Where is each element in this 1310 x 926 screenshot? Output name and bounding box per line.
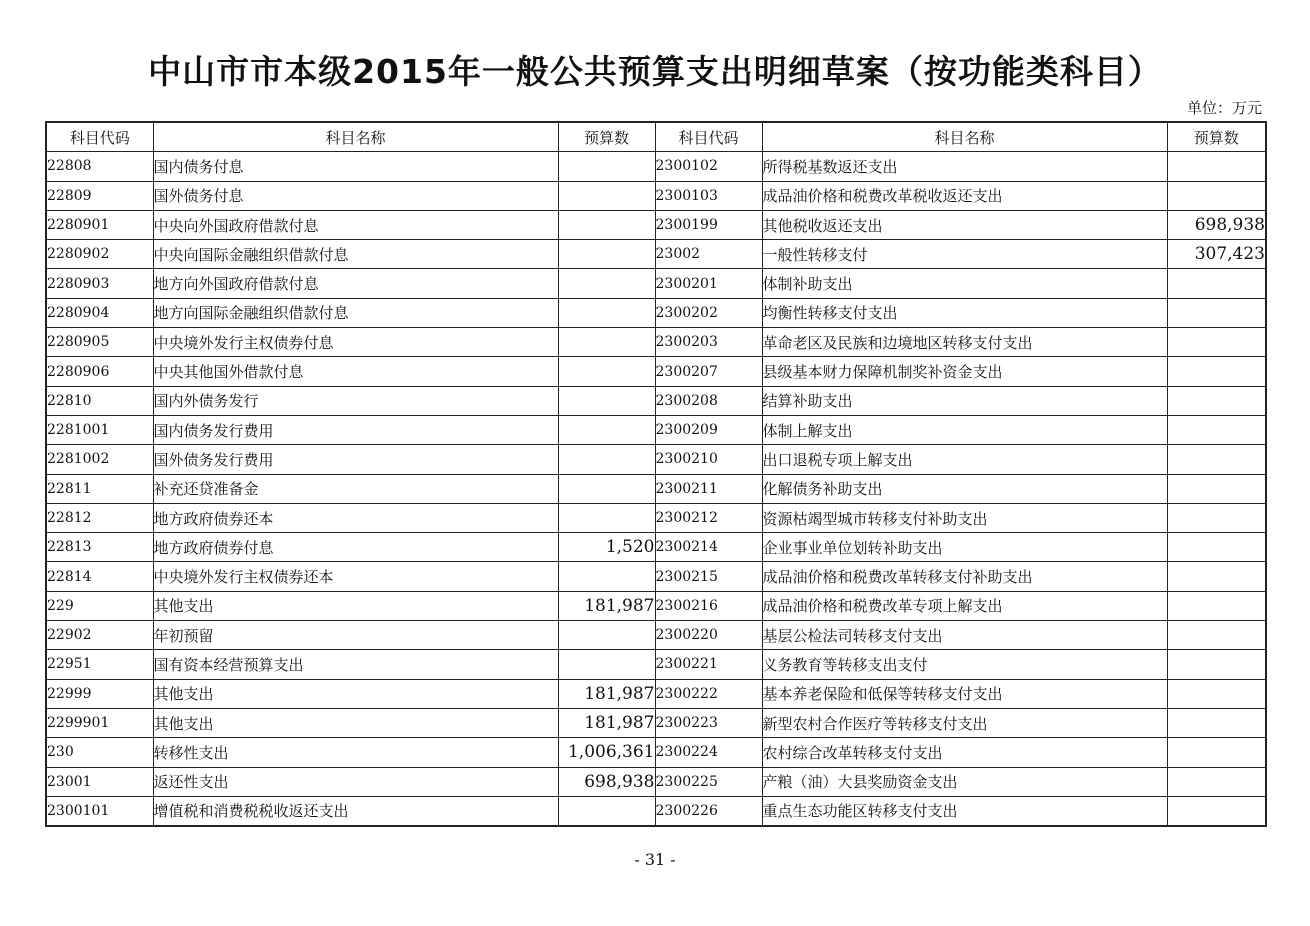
right-code-cell: 2300220	[655, 621, 762, 650]
table-row	[46, 650, 1266, 679]
left-code-header: 科目代码	[46, 122, 153, 152]
right-amount-cell	[1167, 767, 1266, 796]
right-code-cell: 2300209	[655, 415, 762, 444]
left-name-cell: 地方向外国政府借款付息	[153, 269, 558, 298]
right-name-cell: 所得税基数返还支出	[762, 152, 1167, 181]
right-name-cell: 体制补助支出	[762, 269, 1167, 298]
right-name-cell: 革命老区及民族和边境地区转移支付支出	[762, 328, 1167, 357]
right-amount-cell	[1167, 650, 1266, 679]
right-name-cell: 新型农村合作医疗等转移支付支出	[762, 708, 1167, 737]
table-row	[46, 621, 1266, 650]
left-amount-cell: 1,006,361	[558, 738, 655, 767]
left-code-cell: 2280906	[46, 357, 153, 386]
left-name-cell: 转移性支出	[153, 738, 558, 767]
right-amount-cell	[1167, 562, 1266, 591]
left-code-cell: 2280902	[46, 240, 153, 269]
left-name-cell: 国内外债务发行	[153, 386, 558, 415]
left-amount-cell: 1,520	[558, 533, 655, 562]
left-code-cell: 2280905	[46, 328, 153, 357]
left-code-cell: 22808	[46, 152, 153, 181]
left-amount-cell: 181,987	[558, 591, 655, 620]
table-row	[46, 738, 1266, 767]
right-code-header: 科目代码	[655, 122, 762, 152]
right-amount-cell	[1167, 621, 1266, 650]
table-row	[46, 210, 1266, 239]
right-amount-cell	[1167, 679, 1266, 708]
left-name-cell: 中央境外发行主权债券还本	[153, 562, 558, 591]
left-amount-cell	[558, 357, 655, 386]
table-body	[46, 152, 1266, 826]
table-row	[46, 181, 1266, 210]
left-name-cell: 地方向国际金融组织借款付息	[153, 298, 558, 327]
table-row	[46, 415, 1266, 444]
right-name-cell: 成品油价格和税费改革专项上解支出	[762, 591, 1167, 620]
table-row	[46, 708, 1266, 737]
left-name-cell: 国外债务发行费用	[153, 445, 558, 474]
left-name-cell: 国外债务付息	[153, 181, 558, 210]
right-name-cell: 产粮（油）大县奖励资金支出	[762, 767, 1167, 796]
right-amount-cell	[1167, 415, 1266, 444]
left-name-cell: 中央其他国外借款付息	[153, 357, 558, 386]
right-name-cell: 农村综合改革转移支付支出	[762, 738, 1167, 767]
table-row	[46, 328, 1266, 357]
table-row	[46, 357, 1266, 386]
left-name-cell: 地方政府债券还本	[153, 503, 558, 532]
right-amount-cell	[1167, 328, 1266, 357]
right-amount-cell: 698,938	[1167, 210, 1266, 239]
left-code-cell: 22902	[46, 621, 153, 650]
left-code-cell: 22951	[46, 650, 153, 679]
right-code-cell: 2300208	[655, 386, 762, 415]
left-name-header: 科目名称	[153, 122, 558, 152]
left-name-cell: 其他支出	[153, 679, 558, 708]
table-row	[46, 298, 1266, 327]
right-amount-cell	[1167, 445, 1266, 474]
right-name-cell: 体制上解支出	[762, 415, 1167, 444]
left-amount-cell	[558, 328, 655, 357]
left-amount-cell	[558, 796, 655, 826]
right-code-cell: 2300222	[655, 679, 762, 708]
right-code-cell: 2300215	[655, 562, 762, 591]
right-code-cell: 2300210	[655, 445, 762, 474]
left-code-cell: 2299901	[46, 708, 153, 737]
table-row	[46, 591, 1266, 620]
left-amount-cell	[558, 415, 655, 444]
right-amount-cell	[1167, 738, 1266, 767]
right-code-cell: 2300201	[655, 269, 762, 298]
right-code-cell: 2300214	[655, 533, 762, 562]
right-code-cell: 23002	[655, 240, 762, 269]
right-name-cell: 重点生态功能区转移支付支出	[762, 796, 1167, 826]
right-code-cell: 2300103	[655, 181, 762, 210]
left-code-cell: 229	[46, 591, 153, 620]
table-row	[46, 503, 1266, 532]
left-name-cell: 中央向国际金融组织借款付息	[153, 240, 558, 269]
left-amount-cell	[558, 503, 655, 532]
left-name-cell: 年初预留	[153, 621, 558, 650]
table-row	[46, 796, 1266, 826]
left-amount-cell	[558, 650, 655, 679]
left-code-cell: 22811	[46, 474, 153, 503]
left-code-cell: 2280904	[46, 298, 153, 327]
right-code-cell: 2300212	[655, 503, 762, 532]
right-name-cell: 资源枯竭型城市转移支付补助支出	[762, 503, 1167, 532]
left-name-cell: 国有资本经营预算支出	[153, 650, 558, 679]
left-name-cell: 补充还贷准备金	[153, 474, 558, 503]
right-code-cell: 2300224	[655, 738, 762, 767]
left-name-cell: 国内债务付息	[153, 152, 558, 181]
left-amount-cell	[558, 269, 655, 298]
left-name-cell: 国内债务发行费用	[153, 415, 558, 444]
page-title: 中山市市本级2015年一般公共预算支出明细草案（按功能类科目）	[148, 52, 1162, 91]
left-code-cell: 22814	[46, 562, 153, 591]
right-amount-cell	[1167, 386, 1266, 415]
left-amount-cell	[558, 210, 655, 239]
right-amount-cell	[1167, 269, 1266, 298]
left-amount-cell	[558, 474, 655, 503]
left-amount-cell: 181,987	[558, 708, 655, 737]
right-name-cell: 基本养老保险和低保等转移支付支出	[762, 679, 1167, 708]
left-amount-header: 预算数	[558, 122, 655, 152]
left-name-cell: 中央境外发行主权债券付息	[153, 328, 558, 357]
right-name-cell: 义务教育等转移支出支付	[762, 650, 1167, 679]
right-name-cell: 成品油价格和税费改革税收返还支出	[762, 181, 1167, 210]
left-amount-cell	[558, 562, 655, 591]
left-name-cell: 其他支出	[153, 708, 558, 737]
left-code-cell: 22810	[46, 386, 153, 415]
right-name-cell: 成品油价格和税费改革转移支付补助支出	[762, 562, 1167, 591]
right-amount-cell	[1167, 708, 1266, 737]
unit-label: 单位：万元	[1186, 99, 1262, 117]
right-name-cell: 均衡性转移支付支出	[762, 298, 1167, 327]
right-code-cell: 2300207	[655, 357, 762, 386]
right-amount-cell	[1167, 533, 1266, 562]
left-amount-cell: 181,987	[558, 679, 655, 708]
right-name-cell: 一般性转移支付	[762, 240, 1167, 269]
left-code-cell: 2280903	[46, 269, 153, 298]
table-row	[46, 269, 1266, 298]
table-row	[46, 386, 1266, 415]
right-name-cell: 结算补助支出	[762, 386, 1167, 415]
table-row	[46, 562, 1266, 591]
right-code-cell: 2300226	[655, 796, 762, 826]
right-code-cell: 2300211	[655, 474, 762, 503]
left-name-cell: 中央向外国政府借款付息	[153, 210, 558, 239]
left-code-cell: 22999	[46, 679, 153, 708]
left-name-cell: 其他支出	[153, 591, 558, 620]
left-code-cell: 2281002	[46, 445, 153, 474]
table-row	[46, 152, 1266, 181]
left-amount-cell	[558, 181, 655, 210]
right-amount-cell	[1167, 181, 1266, 210]
right-code-cell: 2300203	[655, 328, 762, 357]
right-code-cell: 2300221	[655, 650, 762, 679]
right-name-header: 科目名称	[762, 122, 1167, 152]
table-row	[46, 474, 1266, 503]
right-code-cell: 2300223	[655, 708, 762, 737]
left-name-cell: 地方政府债券付息	[153, 533, 558, 562]
left-amount-cell	[558, 445, 655, 474]
right-name-cell: 企业事业单位划转补助支出	[762, 533, 1167, 562]
table-row	[46, 679, 1266, 708]
page-number: - 31 -	[634, 850, 676, 869]
right-code-cell: 2300225	[655, 767, 762, 796]
left-amount-cell	[558, 298, 655, 327]
right-code-cell: 2300102	[655, 152, 762, 181]
right-name-cell: 化解债务补助支出	[762, 474, 1167, 503]
right-amount-cell	[1167, 298, 1266, 327]
right-code-cell: 2300216	[655, 591, 762, 620]
table-row	[46, 533, 1266, 562]
right-amount-cell: 307,423	[1167, 240, 1266, 269]
right-amount-cell	[1167, 503, 1266, 532]
left-name-cell: 返还性支出	[153, 767, 558, 796]
left-code-cell: 2280901	[46, 210, 153, 239]
right-name-cell: 基层公检法司转移支付支出	[762, 621, 1167, 650]
table-row	[46, 445, 1266, 474]
left-code-cell: 22812	[46, 503, 153, 532]
table-row	[46, 767, 1266, 796]
left-code-cell: 2300101	[46, 796, 153, 826]
right-amount-cell	[1167, 152, 1266, 181]
right-amount-header: 预算数	[1167, 122, 1266, 152]
left-amount-cell	[558, 152, 655, 181]
right-amount-cell	[1167, 796, 1266, 826]
right-name-cell: 县级基本财力保障机制奖补资金支出	[762, 357, 1167, 386]
right-name-cell: 其他税收返还支出	[762, 210, 1167, 239]
left-code-cell: 22809	[46, 181, 153, 210]
right-amount-cell	[1167, 357, 1266, 386]
right-amount-cell	[1167, 474, 1266, 503]
left-amount-cell: 698,938	[558, 767, 655, 796]
right-name-cell: 出口退税专项上解支出	[762, 445, 1167, 474]
left-amount-cell	[558, 240, 655, 269]
left-code-cell: 2281001	[46, 415, 153, 444]
left-code-cell: 23001	[46, 767, 153, 796]
right-amount-cell	[1167, 591, 1266, 620]
table-row	[46, 240, 1266, 269]
budget-table	[45, 121, 1267, 827]
left-name-cell: 增值税和消费税税收返还支出	[153, 796, 558, 826]
right-code-cell: 2300199	[655, 210, 762, 239]
table-header-row	[46, 122, 1266, 152]
left-amount-cell	[558, 621, 655, 650]
left-code-cell: 230	[46, 738, 153, 767]
right-code-cell: 2300202	[655, 298, 762, 327]
left-code-cell: 22813	[46, 533, 153, 562]
left-amount-cell	[558, 386, 655, 415]
